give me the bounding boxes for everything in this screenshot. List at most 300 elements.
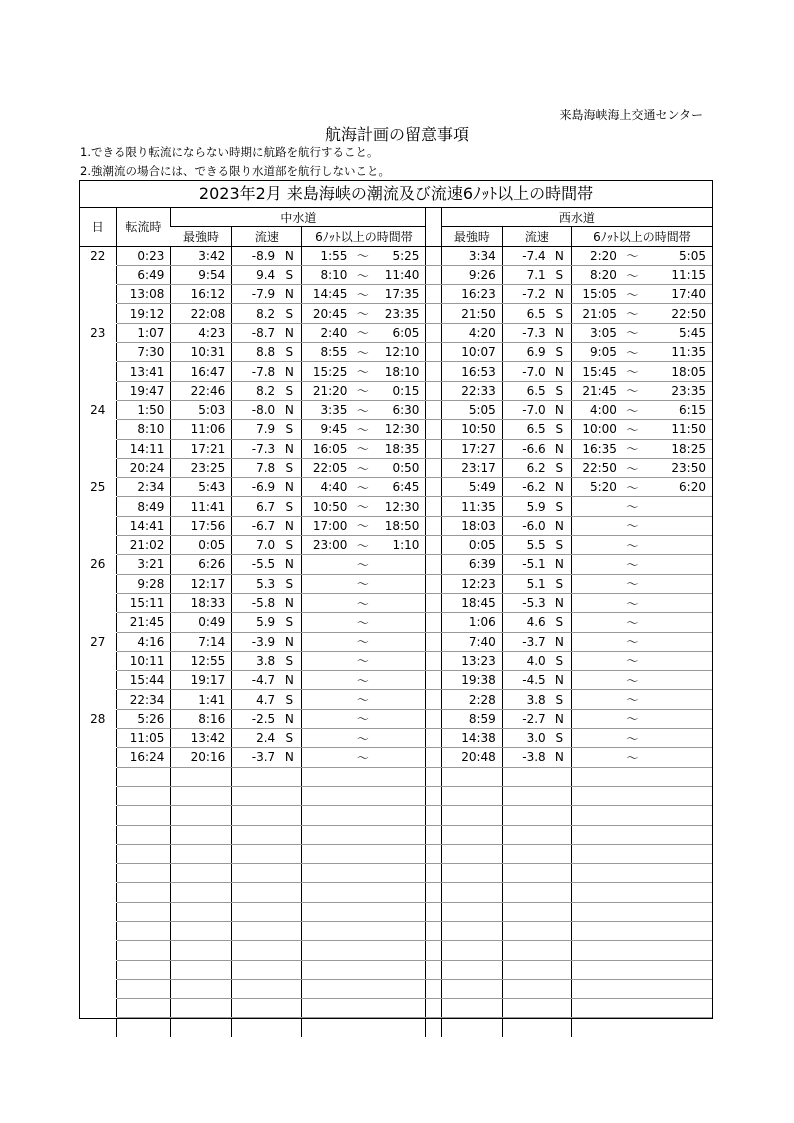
- empty-cell: [232, 844, 277, 863]
- nishi-range-start-cell: [571, 690, 618, 709]
- nishi-speed-cell: 6.9: [502, 343, 547, 362]
- nishi-speed-cell: -3.7: [502, 632, 547, 651]
- nishi-max-time-cell: 12:23: [441, 574, 502, 593]
- naka-speed-cell: -5.5: [232, 555, 277, 574]
- empty-cell: [171, 921, 232, 940]
- day-cell: [80, 265, 116, 284]
- day-cell: [80, 729, 116, 748]
- empty-cell: [619, 979, 646, 998]
- naka-range-tilde: ～: [349, 497, 376, 516]
- empty-cell: [232, 825, 277, 844]
- nishi-max-time-cell: 6:39: [441, 555, 502, 574]
- empty-cell: [349, 883, 376, 902]
- nishi-range-tilde: ～: [619, 516, 646, 535]
- header-nishi-speed: 流速: [502, 227, 571, 246]
- turn-time-cell: 14:11: [116, 439, 171, 458]
- empty-cell: [277, 921, 302, 940]
- day-cell: [80, 458, 116, 477]
- naka-range-start-cell: [302, 632, 349, 651]
- empty-cell: [302, 786, 349, 805]
- header-naka-range: 6ﾉｯﾄ以上の時間帯: [302, 227, 426, 246]
- nishi-direction-cell: N: [548, 632, 572, 651]
- naka-speed-cell: -4.7: [232, 671, 277, 690]
- naka-range-start-cell: 8:55: [302, 343, 349, 362]
- naka-max-time-cell: 22:08: [171, 304, 232, 323]
- nishi-range-end-cell: 17:40: [646, 285, 712, 304]
- column-gap: [426, 458, 441, 477]
- empty-cell: [349, 844, 376, 863]
- empty-cell: [571, 902, 618, 921]
- empty-cell: [302, 979, 349, 998]
- naka-speed-cell: -6.7: [232, 516, 277, 535]
- naka-range-tilde: ～: [349, 304, 376, 323]
- header-naka-suido: 中水道: [171, 208, 426, 227]
- naka-speed-cell: -7.8: [232, 362, 277, 381]
- empty-cell: [619, 921, 646, 940]
- empty-cell: [646, 999, 712, 1018]
- empty-cell: [171, 844, 232, 863]
- nishi-range-tilde: ～: [619, 555, 646, 574]
- nishi-range-end-cell: [646, 497, 712, 516]
- day-cell: 27: [80, 632, 116, 651]
- naka-max-time-cell: 20:16: [171, 748, 232, 767]
- empty-cell: [619, 1018, 646, 1037]
- empty-cell: [232, 902, 277, 921]
- empty-cell: [349, 786, 376, 805]
- naka-range-end-cell: [376, 671, 426, 690]
- nishi-direction-cell: S: [548, 574, 572, 593]
- naka-range-end-cell: 18:50: [376, 516, 426, 535]
- nishi-range-end-cell: 6:15: [646, 400, 712, 419]
- empty-cell: [571, 806, 618, 825]
- empty-cell: [302, 941, 349, 960]
- naka-range-tilde: ～: [349, 458, 376, 477]
- table-row: [80, 343, 712, 362]
- naka-direction-cell: N: [277, 516, 302, 535]
- naka-max-time-cell: 23:25: [171, 458, 232, 477]
- nishi-max-time-cell: 13:23: [441, 651, 502, 670]
- empty-cell: [441, 786, 502, 805]
- naka-range-tilde: ～: [349, 478, 376, 497]
- nishi-speed-cell: 5.9: [502, 497, 547, 516]
- turn-time-cell: 3:21: [116, 555, 171, 574]
- naka-direction-cell: S: [277, 613, 302, 632]
- nishi-speed-cell: -2.7: [502, 709, 547, 728]
- empty-row: [80, 999, 712, 1018]
- empty-cell: [548, 825, 572, 844]
- nishi-direction-cell: N: [548, 748, 572, 767]
- day-cell: [80, 748, 116, 767]
- empty-cell: [548, 864, 572, 883]
- nishi-range-tilde: ～: [619, 497, 646, 516]
- turn-time-cell: 15:11: [116, 593, 171, 612]
- nishi-range-end-cell: [646, 536, 712, 555]
- naka-range-end-cell: [376, 729, 426, 748]
- column-gap: [426, 748, 441, 767]
- nishi-direction-cell: S: [548, 304, 572, 323]
- empty-cell: [426, 941, 441, 960]
- nishi-range-end-cell: [646, 574, 712, 593]
- header-row-1: [80, 208, 712, 227]
- empty-cell: [548, 806, 572, 825]
- empty-cell: [571, 921, 618, 940]
- naka-direction-cell: S: [277, 265, 302, 284]
- empty-cell: [426, 979, 441, 998]
- empty-cell: [171, 902, 232, 921]
- empty-cell: [232, 979, 277, 998]
- nishi-range-tilde: ～: [619, 362, 646, 381]
- organization-name: 来島海峡海上交通センター: [559, 108, 703, 122]
- tide-table: [80, 208, 712, 1037]
- table-row: [80, 497, 712, 516]
- column-gap: [426, 593, 441, 612]
- naka-range-tilde: ～: [349, 439, 376, 458]
- empty-cell: [441, 883, 502, 902]
- empty-row: [80, 921, 712, 940]
- naka-range-end-cell: [376, 574, 426, 593]
- empty-cell: [426, 1018, 441, 1037]
- empty-row: [80, 786, 712, 805]
- naka-speed-cell: 6.7: [232, 497, 277, 516]
- empty-row: [80, 767, 712, 786]
- naka-range-end-cell: 0:15: [376, 381, 426, 400]
- empty-row: [80, 960, 712, 979]
- empty-cell: [116, 921, 171, 940]
- nishi-direction-cell: S: [548, 265, 572, 284]
- empty-cell: [571, 767, 618, 786]
- turn-time-cell: 22:34: [116, 690, 171, 709]
- day-cell: [80, 690, 116, 709]
- naka-range-start-cell: [302, 729, 349, 748]
- day-cell: [80, 497, 116, 516]
- empty-cell: [232, 883, 277, 902]
- nishi-direction-cell: S: [548, 381, 572, 400]
- table-row: [80, 439, 712, 458]
- empty-cell: [349, 825, 376, 844]
- column-gap: [426, 265, 441, 284]
- turn-time-cell: 21:45: [116, 613, 171, 632]
- nishi-range-end-cell: 22:50: [646, 304, 712, 323]
- naka-max-time-cell: 6:26: [171, 555, 232, 574]
- empty-cell: [619, 999, 646, 1018]
- turn-time-cell: 14:41: [116, 516, 171, 535]
- empty-cell: [232, 864, 277, 883]
- naka-range-start-cell: [302, 651, 349, 670]
- empty-cell: [646, 921, 712, 940]
- empty-cell: [376, 767, 426, 786]
- empty-cell: [302, 767, 349, 786]
- naka-range-start-cell: 8:10: [302, 265, 349, 284]
- naka-direction-cell: S: [277, 420, 302, 439]
- empty-cell: [619, 864, 646, 883]
- nishi-range-start-cell: 3:05: [571, 323, 618, 342]
- naka-speed-cell: 4.7: [232, 690, 277, 709]
- empty-row: [80, 902, 712, 921]
- empty-cell: [277, 1018, 302, 1037]
- empty-cell: [548, 960, 572, 979]
- column-gap: [426, 516, 441, 535]
- document-title: 航海計画の留意事項: [324, 125, 469, 144]
- nishi-range-tilde: ～: [619, 651, 646, 670]
- nishi-direction-cell: S: [548, 613, 572, 632]
- nishi-speed-cell: 6.5: [502, 381, 547, 400]
- nishi-speed-cell: -4.5: [502, 671, 547, 690]
- empty-cell: [426, 825, 441, 844]
- naka-max-time-cell: 16:47: [171, 362, 232, 381]
- empty-cell: [116, 1018, 171, 1037]
- empty-cell: [277, 864, 302, 883]
- column-gap: [426, 574, 441, 593]
- day-cell: [80, 304, 116, 323]
- table-row: [80, 400, 712, 419]
- empty-cell: [502, 999, 547, 1018]
- naka-speed-cell: 5.9: [232, 613, 277, 632]
- empty-cell: [171, 999, 232, 1018]
- naka-speed-cell: 7.8: [232, 458, 277, 477]
- naka-range-end-cell: 23:35: [376, 304, 426, 323]
- turn-time-cell: 8:10: [116, 420, 171, 439]
- naka-range-start-cell: [302, 555, 349, 574]
- naka-range-tilde: ～: [349, 362, 376, 381]
- empty-cell: [502, 786, 547, 805]
- nishi-range-tilde: ～: [619, 613, 646, 632]
- table-row: [80, 362, 712, 381]
- naka-range-tilde: ～: [349, 246, 376, 265]
- naka-range-tilde: ～: [349, 671, 376, 690]
- empty-cell: [441, 844, 502, 863]
- naka-direction-cell: S: [277, 536, 302, 555]
- nishi-speed-cell: -6.6: [502, 439, 547, 458]
- empty-cell: [502, 902, 547, 921]
- nishi-speed-cell: -7.0: [502, 362, 547, 381]
- naka-max-time-cell: 22:46: [171, 381, 232, 400]
- empty-cell: [80, 806, 116, 825]
- empty-cell: [376, 1018, 426, 1037]
- nishi-speed-cell: 5.1: [502, 574, 547, 593]
- empty-cell: [277, 979, 302, 998]
- nishi-range-end-cell: 11:50: [646, 420, 712, 439]
- day-cell: [80, 613, 116, 632]
- nishi-direction-cell: S: [548, 343, 572, 362]
- empty-row: [80, 825, 712, 844]
- empty-cell: [80, 960, 116, 979]
- empty-cell: [349, 902, 376, 921]
- naka-max-time-cell: 9:54: [171, 265, 232, 284]
- nishi-range-tilde: ～: [619, 343, 646, 362]
- nishi-max-time-cell: 7:40: [441, 632, 502, 651]
- nishi-speed-cell: 3.0: [502, 729, 547, 748]
- naka-range-end-cell: 12:30: [376, 420, 426, 439]
- empty-cell: [349, 767, 376, 786]
- nishi-range-tilde: ～: [619, 690, 646, 709]
- naka-range-start-cell: [302, 748, 349, 767]
- empty-cell: [441, 806, 502, 825]
- nishi-range-start-cell: 2:20: [571, 246, 618, 265]
- nishi-direction-cell: N: [548, 362, 572, 381]
- empty-cell: [646, 786, 712, 805]
- naka-range-start-cell: 2:40: [302, 323, 349, 342]
- empty-cell: [376, 979, 426, 998]
- naka-range-tilde: ～: [349, 729, 376, 748]
- naka-range-end-cell: 1:10: [376, 536, 426, 555]
- nishi-direction-cell: S: [548, 497, 572, 516]
- empty-cell: [441, 825, 502, 844]
- empty-cell: [171, 767, 232, 786]
- table-row: [80, 671, 712, 690]
- nishi-range-end-cell: [646, 593, 712, 612]
- naka-direction-cell: N: [277, 709, 302, 728]
- empty-cell: [571, 864, 618, 883]
- table-row: [80, 651, 712, 670]
- nishi-range-end-cell: [646, 555, 712, 574]
- empty-cell: [441, 902, 502, 921]
- naka-direction-cell: N: [277, 632, 302, 651]
- nishi-range-tilde: ～: [619, 748, 646, 767]
- naka-max-time-cell: 19:17: [171, 671, 232, 690]
- nishi-max-time-cell: 3:34: [441, 246, 502, 265]
- note-2: 2.強潮流の場合には、できる限り水道部を航行しないこと。: [80, 164, 390, 178]
- empty-cell: [646, 825, 712, 844]
- nishi-direction-cell: S: [548, 536, 572, 555]
- naka-speed-cell: -7.3: [232, 439, 277, 458]
- naka-range-start-cell: 10:50: [302, 497, 349, 516]
- nishi-direction-cell: N: [548, 593, 572, 612]
- nishi-max-time-cell: 18:45: [441, 593, 502, 612]
- column-gap: [426, 690, 441, 709]
- naka-range-end-cell: [376, 632, 426, 651]
- naka-speed-cell: -8.7: [232, 323, 277, 342]
- empty-cell: [349, 864, 376, 883]
- naka-max-time-cell: 18:33: [171, 593, 232, 612]
- nishi-range-end-cell: [646, 709, 712, 728]
- empty-cell: [116, 825, 171, 844]
- column-gap: [426, 613, 441, 632]
- naka-speed-cell: 8.2: [232, 304, 277, 323]
- naka-speed-cell: 8.8: [232, 343, 277, 362]
- naka-range-tilde: ～: [349, 516, 376, 535]
- nishi-range-tilde: ～: [619, 439, 646, 458]
- empty-cell: [349, 999, 376, 1018]
- turn-time-cell: 13:08: [116, 285, 171, 304]
- nishi-range-start-cell: [571, 613, 618, 632]
- nishi-range-tilde: ～: [619, 458, 646, 477]
- nishi-range-start-cell: [571, 632, 618, 651]
- naka-range-end-cell: [376, 555, 426, 574]
- empty-cell: [376, 902, 426, 921]
- header-day: 日: [80, 208, 116, 246]
- empty-row: [80, 1018, 712, 1037]
- empty-cell: [349, 1018, 376, 1037]
- day-cell: [80, 439, 116, 458]
- naka-range-end-cell: [376, 690, 426, 709]
- naka-speed-cell: 3.8: [232, 651, 277, 670]
- turn-time-cell: 9:28: [116, 574, 171, 593]
- naka-range-end-cell: 0:50: [376, 458, 426, 477]
- column-gap: [426, 343, 441, 362]
- nishi-range-tilde: ～: [619, 593, 646, 612]
- empty-cell: [277, 844, 302, 863]
- column-gap: [426, 400, 441, 419]
- empty-cell: [232, 806, 277, 825]
- empty-cell: [646, 844, 712, 863]
- naka-max-time-cell: 5:43: [171, 478, 232, 497]
- empty-cell: [646, 1018, 712, 1037]
- header-naka-max-time: 最強時: [171, 227, 232, 246]
- nishi-range-tilde: ～: [619, 265, 646, 284]
- empty-cell: [349, 921, 376, 940]
- naka-range-tilde: ～: [349, 574, 376, 593]
- table-row: [80, 304, 712, 323]
- naka-range-tilde: ～: [349, 632, 376, 651]
- empty-cell: [646, 864, 712, 883]
- table-row: [80, 516, 712, 535]
- column-gap: [426, 497, 441, 516]
- empty-cell: [80, 1018, 116, 1037]
- empty-cell: [232, 999, 277, 1018]
- header-nishi-max-time: 最強時: [441, 227, 502, 246]
- naka-direction-cell: N: [277, 362, 302, 381]
- day-cell: [80, 516, 116, 535]
- table-row: [80, 555, 712, 574]
- turn-time-cell: 15:44: [116, 671, 171, 690]
- nishi-range-end-cell: [646, 671, 712, 690]
- empty-cell: [80, 767, 116, 786]
- empty-cell: [548, 941, 572, 960]
- empty-cell: [116, 806, 171, 825]
- nishi-direction-cell: N: [548, 323, 572, 342]
- empty-cell: [171, 825, 232, 844]
- empty-cell: [232, 921, 277, 940]
- naka-direction-cell: N: [277, 593, 302, 612]
- nishi-range-tilde: ～: [619, 323, 646, 342]
- empty-row: [80, 979, 712, 998]
- empty-cell: [277, 825, 302, 844]
- empty-cell: [116, 979, 171, 998]
- naka-range-end-cell: 12:30: [376, 497, 426, 516]
- table-row: [80, 285, 712, 304]
- naka-direction-cell: S: [277, 651, 302, 670]
- empty-cell: [502, 864, 547, 883]
- empty-cell: [619, 806, 646, 825]
- empty-cell: [376, 921, 426, 940]
- empty-cell: [571, 960, 618, 979]
- nishi-range-start-cell: [571, 671, 618, 690]
- empty-cell: [502, 844, 547, 863]
- naka-speed-cell: -8.0: [232, 400, 277, 419]
- empty-cell: [548, 786, 572, 805]
- nishi-max-time-cell: 5:05: [441, 400, 502, 419]
- empty-cell: [171, 979, 232, 998]
- naka-direction-cell: N: [277, 246, 302, 265]
- nishi-range-tilde: ～: [619, 381, 646, 400]
- nishi-range-start-cell: 16:35: [571, 439, 618, 458]
- column-gap: [426, 285, 441, 304]
- empty-cell: [232, 960, 277, 979]
- table-row: [80, 613, 712, 632]
- naka-max-time-cell: 1:41: [171, 690, 232, 709]
- empty-cell: [80, 999, 116, 1018]
- empty-cell: [302, 999, 349, 1018]
- header-naka-speed: 流速: [232, 227, 302, 246]
- empty-cell: [502, 960, 547, 979]
- nishi-speed-cell: 6.5: [502, 420, 547, 439]
- naka-speed-cell: -3.9: [232, 632, 277, 651]
- nishi-range-tilde: ～: [619, 709, 646, 728]
- empty-cell: [548, 883, 572, 902]
- empty-cell: [302, 1018, 349, 1037]
- naka-direction-cell: N: [277, 671, 302, 690]
- empty-cell: [116, 960, 171, 979]
